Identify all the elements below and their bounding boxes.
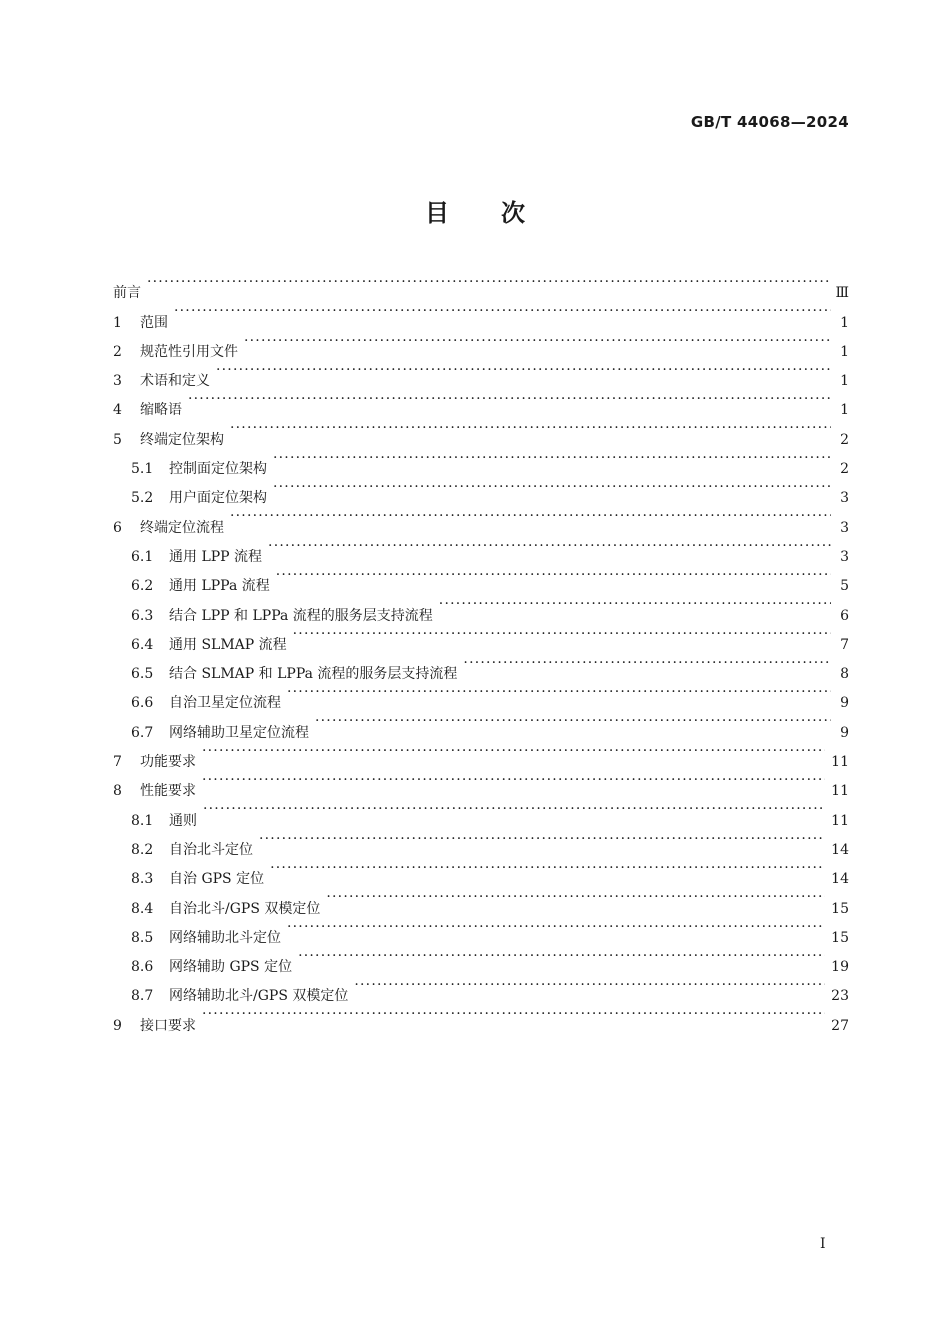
toc-dot-leader xyxy=(202,737,825,766)
toc-entry-page: 9 xyxy=(840,695,849,712)
toc-entry-number: 6.2 xyxy=(131,578,154,595)
standard-code: GB/T 44068—2024 xyxy=(690,113,849,131)
toc-entry-page: 1 xyxy=(840,373,849,390)
toc-entry[interactable] xyxy=(113,297,849,331)
toc-dot-leader xyxy=(287,678,831,707)
toc-entry-number: 8.3 xyxy=(131,871,154,888)
toc-entry-number: 8.7 xyxy=(131,988,154,1005)
toc-dot-leader xyxy=(273,473,831,502)
toc-entry-page: 2 xyxy=(840,431,849,448)
toc-entry-number: 8.5 xyxy=(131,929,154,946)
toc-entry-number: 5 xyxy=(113,431,122,448)
toc-entry-label: 自治 GPS 定位 xyxy=(169,871,265,888)
toc-entry-number: 6.3 xyxy=(131,607,154,624)
toc-dot-leader xyxy=(147,268,829,297)
page-title: 目次 xyxy=(425,199,577,227)
toc-entry-label: 终端定位流程 xyxy=(140,519,224,536)
toc-dot-leader xyxy=(270,854,825,883)
toc-entry-number: 8.4 xyxy=(131,900,154,917)
toc-entry-label: 自治北斗/GPS 双模定位 xyxy=(169,900,321,917)
toc-entry-page: 11 xyxy=(831,812,849,829)
toc-entry-label: 终端定位架构 xyxy=(140,431,224,448)
toc-entry-page: 11 xyxy=(831,783,849,800)
toc-entry-page: 6 xyxy=(840,607,849,624)
toc-dot-leader xyxy=(259,825,825,854)
toc-dot-leader xyxy=(439,590,831,619)
toc-entry-label: 范围 xyxy=(140,314,168,331)
toc-dot-leader xyxy=(354,971,825,1000)
toc-entry-label: 通用 SLMAP 流程 xyxy=(169,636,287,653)
toc-dot-leader xyxy=(216,356,831,385)
toc-entry-number: 3 xyxy=(113,373,122,390)
toc-entry-number: 6.7 xyxy=(131,724,154,741)
toc-entry-label: 通则 xyxy=(169,812,197,829)
toc-entry-page: 3 xyxy=(840,519,849,536)
toc-dot-leader xyxy=(268,532,831,561)
toc-entry[interactable] xyxy=(113,737,849,771)
toc-entry-page: Ⅲ xyxy=(835,285,849,302)
toc-entry-number: 2 xyxy=(113,343,122,360)
toc-dot-leader xyxy=(202,766,825,795)
toc-dot-leader xyxy=(315,707,831,736)
toc-entry-number: 5.1 xyxy=(131,461,154,478)
page-folio: Ⅰ xyxy=(820,1236,826,1252)
toc-dot-leader xyxy=(463,649,831,678)
toc-entry-label: 结合 LPP 和 LPPa 流程的服务层支持流程 xyxy=(169,607,433,624)
toc-entry-page: 11 xyxy=(831,754,849,771)
toc-entry[interactable] xyxy=(113,825,849,858)
toc-entry-number: 8 xyxy=(113,783,122,800)
toc-entry-label: 自治卫星定位流程 xyxy=(169,695,281,712)
toc-entry-number: 4 xyxy=(113,402,122,419)
toc-dot-leader xyxy=(174,297,831,326)
toc-entry-number: 6.4 xyxy=(131,636,154,653)
toc-entry[interactable] xyxy=(113,766,849,800)
toc-entry-label: 术语和定义 xyxy=(140,373,210,390)
toc-entry[interactable] xyxy=(113,327,849,360)
toc-entry-number: 6.1 xyxy=(131,548,154,565)
toc-entry-page: 15 xyxy=(831,900,849,917)
toc-dot-leader xyxy=(230,414,831,443)
toc-entry[interactable] xyxy=(113,356,849,390)
toc-entry-label: 网络辅助卫星定位流程 xyxy=(169,724,309,741)
toc-entry-label: 网络辅助 GPS 定位 xyxy=(169,959,293,976)
toc-entry-number: 5.2 xyxy=(131,490,154,507)
toc-entry-page: 7 xyxy=(840,636,849,653)
toc-entry[interactable] xyxy=(113,414,849,448)
toc-entry-page: 1 xyxy=(840,343,849,360)
toc-dot-leader xyxy=(202,1000,825,1029)
toc-entry-number: 8.1 xyxy=(131,812,154,829)
table-of-contents xyxy=(113,268,849,1034)
toc-entry-label: 前言 xyxy=(113,285,141,302)
toc-entry-label: 规范性引用文件 xyxy=(140,343,238,360)
toc-entry[interactable] xyxy=(113,1000,849,1034)
toc-entry-page: 3 xyxy=(840,490,849,507)
toc-entry-page: 14 xyxy=(831,871,849,888)
toc-dot-leader xyxy=(244,327,831,356)
toc-dot-leader xyxy=(230,502,831,531)
toc-entry-label: 网络辅助北斗定位 xyxy=(169,929,281,946)
toc-entry-label: 自治北斗定位 xyxy=(169,841,253,858)
toc-entry-label: 控制面定位架构 xyxy=(169,461,267,478)
toc-entry-label: 用户面定位架构 xyxy=(169,490,267,507)
toc-dot-leader xyxy=(188,385,831,414)
toc-entry-page: 23 xyxy=(831,988,849,1005)
toc-entry-label: 通用 LPPa 流程 xyxy=(169,578,270,595)
toc-entry-number: 1 xyxy=(113,314,122,331)
toc-entry[interactable] xyxy=(113,268,849,302)
toc-entry-page: 19 xyxy=(831,959,849,976)
toc-entry-page: 15 xyxy=(831,929,849,946)
toc-dot-leader xyxy=(276,561,831,590)
toc-entry-number: 7 xyxy=(113,754,122,771)
toc-dot-leader xyxy=(298,942,825,971)
toc-entry-page: 1 xyxy=(840,314,849,331)
toc-entry-number: 8.6 xyxy=(131,959,154,976)
toc-entry-number: 9 xyxy=(113,1017,122,1034)
toc-entry-label: 缩略语 xyxy=(140,402,182,419)
toc-dot-leader xyxy=(326,883,825,912)
toc-entry-page: 5 xyxy=(840,578,849,595)
toc-entry-number: 6.5 xyxy=(131,666,154,683)
toc-entry-page: 1 xyxy=(840,402,849,419)
toc-entry-label: 网络辅助北斗/GPS 双模定位 xyxy=(169,988,349,1005)
toc-entry[interactable] xyxy=(113,385,849,419)
toc-dot-leader xyxy=(293,620,831,649)
toc-entry-number: 8.2 xyxy=(131,841,154,858)
toc-entry-page: 2 xyxy=(840,461,849,478)
toc-entry-page: 8 xyxy=(840,666,849,683)
toc-entry-number: 6.6 xyxy=(131,695,154,712)
toc-entry-page: 27 xyxy=(831,1017,849,1034)
toc-entry-number: 6 xyxy=(113,519,122,536)
toc-entry[interactable] xyxy=(113,795,849,829)
toc-entry-page: 9 xyxy=(840,724,849,741)
toc-dot-leader xyxy=(287,913,825,942)
toc-dot-leader xyxy=(273,444,831,473)
toc-entry-label: 接口要求 xyxy=(140,1017,196,1034)
toc-dot-leader xyxy=(203,795,825,824)
toc-entry-label: 结合 SLMAP 和 LPPa 流程的服务层支持流程 xyxy=(169,666,458,683)
toc-entry-page: 3 xyxy=(840,548,849,565)
toc-entry-label: 功能要求 xyxy=(140,754,196,771)
toc-entry-page: 14 xyxy=(831,841,849,858)
toc-entry-label: 性能要求 xyxy=(140,783,196,800)
toc-entry-label: 通用 LPP 流程 xyxy=(169,548,263,565)
